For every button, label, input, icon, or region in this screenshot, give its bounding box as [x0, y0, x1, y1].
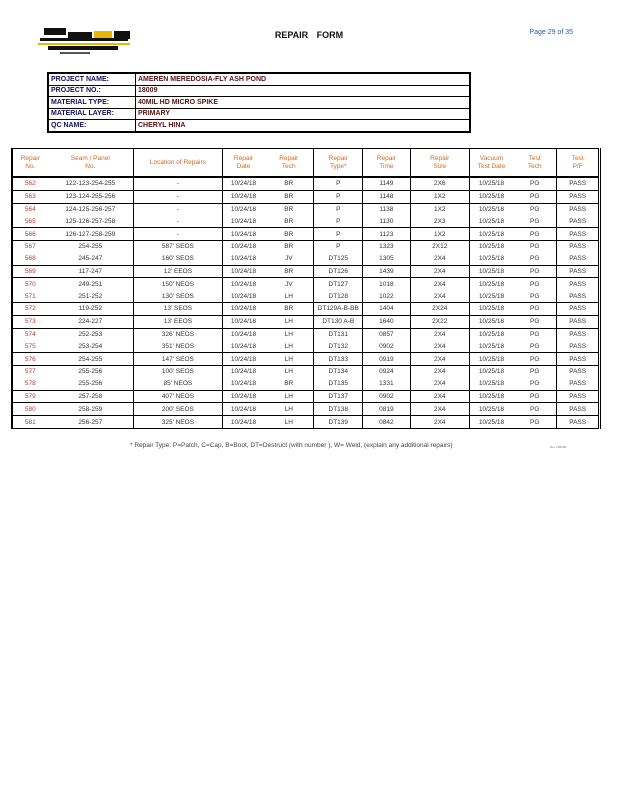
- cell-location: 13' SEOS: [133, 302, 222, 315]
- table-row: [12, 340, 600, 352]
- table-row: [12, 390, 600, 403]
- col-header-repair-type: Repair Type*: [314, 149, 363, 178]
- cell-vacuum-test-date: 10/25/18: [469, 253, 513, 265]
- cell-repair-date: 10/24/18: [230, 368, 257, 376]
- cell-repair-tech: LH: [264, 315, 314, 328]
- cell-repair-date: 10/24/18: [222, 390, 264, 403]
- cell-repair-date: 10/24/18: [222, 302, 264, 315]
- cell-repair-time: 1018: [379, 280, 394, 288]
- cell-vacuum-test-date: 10/25/18: [469, 353, 513, 366]
- cell-seam-panel: 119-252: [48, 302, 134, 315]
- cell-repair-size: 2X4: [410, 353, 469, 366]
- cell-repair-type: DT127: [314, 278, 363, 290]
- cell-repair-time: 0819: [363, 403, 410, 416]
- cell-test-pf: PASS: [557, 353, 600, 366]
- cell-repair-no: 575: [12, 340, 48, 352]
- cell-repair-type: DT134: [314, 365, 363, 377]
- col-header-repair-tech: Repair Tech: [264, 149, 314, 178]
- cell-repair-date: 10/24/18: [222, 215, 264, 227]
- cell-repair-time: 0857: [379, 330, 394, 338]
- cell-repair-time: 1138: [379, 205, 394, 213]
- cell-location: 85' NEOS: [133, 378, 222, 390]
- table-row: [12, 177, 600, 190]
- cell-vacuum-test-date: 10/25/18: [469, 190, 513, 203]
- cell-repair-tech: JV: [284, 280, 293, 288]
- project-info-row: [48, 97, 470, 109]
- cell-repair-date: 10/24/18: [222, 228, 264, 241]
- cell-repair-type: P: [314, 190, 363, 203]
- info-value: AMEREN MEREDOSIA-FLY ASH POND: [136, 73, 471, 85]
- info-label: MATERIAL TYPE:: [48, 97, 136, 109]
- cell-repair-size: 2X4: [410, 290, 469, 302]
- cell-repair-type: DT125: [314, 253, 363, 265]
- project-info-row: [48, 85, 470, 97]
- cell-test-pf: PASS: [557, 302, 600, 315]
- cell-test-pf: PASS: [557, 390, 600, 403]
- cell-location: -: [133, 215, 222, 227]
- cell-repair-no: 564: [24, 205, 36, 213]
- cell-repair-type: P: [314, 203, 363, 215]
- cell-repair-no: 573: [12, 315, 48, 328]
- cell-test-tech: PG: [529, 280, 540, 288]
- cell-seam-panel: 257-258: [48, 390, 134, 403]
- cell-repair-tech: LH: [264, 390, 314, 403]
- cell-vacuum-test-date: 10/25/18: [469, 390, 513, 403]
- cell-seam-panel: 123-124-255-256: [48, 190, 134, 203]
- cell-repair-size: 1X2: [410, 203, 469, 215]
- cell-repair-time: 0842: [363, 416, 410, 429]
- cell-repair-time: 1331: [363, 378, 410, 390]
- cell-repair-tech: JV: [264, 253, 314, 265]
- cell-repair-size: 2X6: [410, 177, 469, 190]
- cell-repair-size: 2X24: [410, 302, 469, 315]
- cell-repair-no: 569: [12, 265, 48, 278]
- cell-test-tech: PG: [513, 315, 557, 328]
- cell-repair-no: 581: [12, 416, 48, 429]
- cell-repair-time: 1123: [363, 228, 410, 241]
- form-title: REPAIR FORM: [274, 30, 344, 40]
- table-row: [12, 416, 600, 429]
- cell-repair-date: 10/24/18: [230, 205, 257, 213]
- table-row: [12, 315, 600, 328]
- cell-repair-size: 2X3: [410, 215, 469, 227]
- cell-test-tech: PG: [513, 253, 557, 265]
- cell-test-pf: PASS: [557, 278, 600, 290]
- table-row: [12, 265, 600, 278]
- cell-repair-date: 10/24/18: [222, 265, 264, 278]
- cell-seam-panel: 126-127-258-259: [48, 228, 134, 241]
- cell-test-tech: PG: [513, 228, 557, 241]
- cell-repair-date: 10/24/18: [222, 315, 264, 328]
- cell-test-tech: PG: [513, 302, 557, 315]
- col-header-repair-no: Repair No.: [12, 149, 48, 178]
- cell-location: 12' EEOS: [133, 265, 222, 278]
- cell-repair-time: 1130: [363, 215, 410, 227]
- cell-test-pf: PASS: [557, 177, 600, 190]
- cell-test-pf: PASS: [557, 203, 600, 215]
- cell-repair-date: 10/24/18: [222, 290, 264, 302]
- cell-repair-time: 1149: [363, 177, 410, 190]
- cell-repair-type: DT139: [314, 416, 363, 429]
- cell-repair-date: 10/24/18: [222, 378, 264, 390]
- cell-seam-panel: 125-126-257-258: [48, 215, 134, 227]
- cell-repair-size: 2X4: [410, 340, 469, 352]
- cell-repair-tech: LH: [284, 330, 293, 338]
- info-label: MATERIAL LAYER:: [48, 108, 136, 120]
- cell-location: 326' NEOS: [133, 328, 222, 340]
- cell-seam-panel: 254-255: [48, 353, 134, 366]
- col-header-repair-date: Repair Date: [222, 149, 264, 178]
- cell-vacuum-test-date: 10/25/18: [478, 368, 505, 376]
- cell-repair-no: 578: [12, 378, 48, 390]
- cell-repair-type: P: [314, 240, 363, 252]
- table-row: [12, 278, 600, 290]
- cell-repair-date: 10/24/18: [222, 403, 264, 416]
- cell-repair-tech: BR: [284, 243, 294, 251]
- cell-vacuum-test-date: 10/25/18: [478, 205, 505, 213]
- cell-repair-no: 571: [12, 290, 48, 302]
- cell-repair-type: DT129A-B-BB: [314, 302, 363, 315]
- cell-seam-panel: 258-259: [48, 403, 134, 416]
- cell-repair-tech: LH: [264, 403, 314, 416]
- cell-repair-time: 0919: [363, 353, 410, 366]
- cell-repair-time: 1404: [363, 302, 410, 315]
- table-row: [12, 203, 600, 215]
- cell-repair-date: 10/24/18: [222, 416, 264, 429]
- col-header-test-pf: Test P/F: [557, 149, 600, 178]
- cell-repair-no: 576: [12, 353, 48, 366]
- cell-seam-panel: 253-254: [48, 340, 134, 352]
- table-row: [12, 328, 600, 340]
- cell-repair-tech: LH: [284, 368, 293, 376]
- cell-repair-type: DT138: [314, 403, 363, 416]
- cell-location: 150' NEOS: [133, 278, 222, 290]
- cell-repair-type: DT130 A-B: [314, 315, 363, 328]
- cell-test-tech: PG: [513, 290, 557, 302]
- cell-location: 100' SEOS: [133, 365, 222, 377]
- cell-repair-time: 1022: [363, 290, 410, 302]
- cell-location: 200' SEOS: [133, 403, 222, 416]
- cell-repair-size: 2X4: [410, 378, 469, 390]
- cell-seam-panel: 255-256: [78, 368, 103, 376]
- project-info-row: [48, 108, 470, 120]
- table-row: [12, 378, 600, 390]
- cell-repair-type: DT135: [314, 378, 363, 390]
- cell-location: -: [133, 190, 222, 203]
- info-value: 40MIL HD MICRO SPIKE: [136, 97, 471, 109]
- cell-test-pf: PASS: [557, 315, 600, 328]
- cell-repair-size: 2X4: [410, 278, 469, 290]
- repairs-table: [11, 148, 601, 429]
- table-row: [12, 240, 600, 252]
- table-row: [12, 365, 600, 377]
- cell-repair-size: 2X12: [410, 240, 469, 252]
- cell-test-tech: PG: [513, 265, 557, 278]
- cell-test-pf: PASS: [557, 228, 600, 241]
- cell-test-tech: PG: [513, 340, 557, 352]
- cell-repair-time: 1439: [363, 265, 410, 278]
- cell-location: -: [133, 203, 222, 215]
- cell-repair-size: 2X4: [410, 390, 469, 403]
- cell-repair-time: 0902: [363, 390, 410, 403]
- cell-test-tech: PG: [513, 353, 557, 366]
- cell-test-tech: PG: [529, 243, 540, 251]
- cell-repair-date: 10/24/18: [222, 177, 264, 190]
- cell-test-pf: PASS: [557, 290, 600, 302]
- cell-repair-size: 2X4: [410, 416, 469, 429]
- cell-test-pf: PASS: [557, 365, 600, 377]
- col-header-vacuum-test-date: Vacuum Test Date: [469, 149, 513, 178]
- info-label: QC NAME:: [48, 120, 136, 132]
- cell-repair-type: DT132: [314, 340, 363, 352]
- cell-test-pf: PASS: [557, 328, 600, 340]
- cell-test-tech: PG: [529, 368, 540, 376]
- cell-repair-no: 562: [12, 177, 48, 190]
- cell-repair-size: 2X4: [410, 365, 469, 377]
- cell-test-tech: PG: [513, 190, 557, 203]
- cell-test-tech: PG: [513, 390, 557, 403]
- table-row: [12, 290, 600, 302]
- cell-repair-size: 2X22: [410, 315, 469, 328]
- cell-repair-type: P: [314, 228, 363, 241]
- cell-vacuum-test-date: 10/25/18: [469, 378, 513, 390]
- cell-repair-size: 1X2: [410, 190, 469, 203]
- cell-location: 160' SEOS: [133, 253, 222, 265]
- cell-location: 130' SEOS: [133, 290, 222, 302]
- cell-seam-panel: 224-227: [48, 315, 134, 328]
- cell-repair-time: 0902: [363, 340, 410, 352]
- col-header-test-tech: Test Tech: [513, 149, 557, 178]
- info-value: PRIMARY: [136, 108, 471, 120]
- cell-repair-type: DT126: [314, 265, 363, 278]
- cell-test-pf: PASS: [557, 253, 600, 265]
- table-row: [12, 253, 600, 265]
- cell-repair-tech: BR: [264, 177, 314, 190]
- cell-test-pf: PASS: [557, 403, 600, 416]
- cell-repair-no: 570: [24, 280, 36, 288]
- cell-test-pf: PASS: [557, 378, 600, 390]
- cell-test-pf: PASS: [557, 340, 600, 352]
- cell-test-tech: PG: [513, 177, 557, 190]
- cell-repair-date: 10/24/18: [222, 190, 264, 203]
- cell-test-tech: PG: [513, 416, 557, 429]
- col-header-repair-time: Repair Time: [363, 149, 410, 178]
- cell-vacuum-test-date: 10/25/18: [478, 243, 505, 251]
- cell-seam-panel: 252-253: [78, 330, 103, 338]
- cell-location: 325' NEOS: [133, 416, 222, 429]
- table-row: [12, 403, 600, 416]
- project-info-table: [47, 72, 471, 133]
- cell-repair-no: 567: [24, 243, 36, 251]
- cell-seam-panel: 254-255: [78, 243, 103, 251]
- cell-repair-no: 574: [24, 330, 36, 338]
- cell-location: 587' SEOS: [133, 240, 222, 252]
- header-row: [12, 149, 600, 178]
- cell-repair-tech: BR: [284, 205, 294, 213]
- cell-test-pf: PASS: [557, 416, 600, 429]
- cell-repair-no: 579: [12, 390, 48, 403]
- cell-location: -: [133, 228, 222, 241]
- revision-label: Rev 100000: [550, 445, 567, 449]
- cell-repair-type: DT131: [314, 328, 363, 340]
- cell-repair-no: 565: [12, 215, 48, 227]
- cell-repair-tech: LH: [264, 340, 314, 352]
- table-row: [12, 353, 600, 366]
- cell-seam-panel: 255-256: [48, 378, 134, 390]
- cell-repair-size: 2X4: [410, 403, 469, 416]
- table-row: [12, 302, 600, 315]
- cell-test-tech: PG: [513, 403, 557, 416]
- info-label: PROJECT NO.:: [48, 85, 136, 97]
- cell-repair-date: 10/24/18: [222, 340, 264, 352]
- cell-repair-size: 1X2: [410, 228, 469, 241]
- cell-repair-no: 563: [12, 190, 48, 203]
- cell-repair-time: 0924: [379, 368, 394, 376]
- cell-repair-tech: BR: [264, 190, 314, 203]
- cell-test-pf: PASS: [557, 190, 600, 203]
- cell-repair-no: 572: [12, 302, 48, 315]
- cell-test-pf: PASS: [557, 215, 600, 227]
- cell-vacuum-test-date: 10/25/18: [469, 290, 513, 302]
- project-info-row: [48, 120, 470, 132]
- cell-location: 13' EEOS: [133, 315, 222, 328]
- cell-location: 407' NEOS: [133, 390, 222, 403]
- cell-vacuum-test-date: 10/25/18: [478, 330, 505, 338]
- cell-test-pf: PASS: [557, 240, 600, 252]
- cell-repair-type: DT128: [314, 290, 363, 302]
- cell-repair-tech: LH: [264, 416, 314, 429]
- cell-vacuum-test-date: 10/25/18: [469, 340, 513, 352]
- cell-repair-type: DT137: [314, 390, 363, 403]
- cell-seam-panel: 117-247: [48, 265, 134, 278]
- cell-repair-tech: BR: [264, 215, 314, 227]
- cell-seam-panel: 122-123-254-255: [48, 177, 134, 190]
- cell-repair-date: 10/24/18: [222, 353, 264, 366]
- table-row: [12, 190, 600, 203]
- cell-repair-time: 1640: [363, 315, 410, 328]
- cell-vacuum-test-date: 10/25/18: [469, 416, 513, 429]
- cell-repair-time: 1323: [379, 243, 394, 251]
- info-value: 18009: [136, 85, 471, 97]
- cell-vacuum-test-date: 10/25/18: [469, 177, 513, 190]
- repair-type-footnote: * Repair Type: P=Patch, C=Cap, B=Boot, DT=Destruct (with number ), W= Weld, (explain any additional repairs): [130, 442, 453, 449]
- cell-vacuum-test-date: 10/25/18: [469, 315, 513, 328]
- cell-vacuum-test-date: 10/25/18: [469, 228, 513, 241]
- cell-seam-panel: 245-247: [48, 253, 134, 265]
- cell-repair-type: P: [314, 177, 363, 190]
- cell-seam-panel: 124-125-256-257: [65, 205, 116, 213]
- project-info-row: [48, 73, 470, 85]
- cell-repair-tech: LH: [264, 290, 314, 302]
- cell-repair-tech: LH: [264, 353, 314, 366]
- cell-test-pf: PASS: [557, 265, 600, 278]
- cell-repair-size: 2X4: [410, 328, 469, 340]
- cell-repair-tech: BR: [264, 302, 314, 315]
- cell-test-tech: PG: [529, 205, 540, 213]
- cell-location: 351' NEOS: [133, 340, 222, 352]
- col-header-location: Location of Repairs: [133, 149, 222, 178]
- col-header-repair-size: Repair Size: [410, 149, 469, 178]
- cell-repair-date: 10/24/18: [222, 253, 264, 265]
- cell-repair-date: 10/24/18: [230, 330, 257, 338]
- cell-location: 147' SEOS: [133, 353, 222, 366]
- cell-seam-panel: 249-251: [78, 280, 103, 288]
- cell-repair-time: 1148: [363, 190, 410, 203]
- cell-repair-tech: BR: [264, 265, 314, 278]
- cell-repair-type: DT133: [314, 353, 363, 366]
- cell-repair-size: 2X4: [410, 265, 469, 278]
- cell-repair-type: P: [314, 215, 363, 227]
- cell-repair-no: 568: [12, 253, 48, 265]
- cell-repair-tech: BR: [264, 378, 314, 390]
- cell-vacuum-test-date: 10/25/18: [469, 215, 513, 227]
- cell-repair-date: 10/24/18: [230, 243, 257, 251]
- page-number: Page 29 of 35: [529, 29, 573, 36]
- cell-vacuum-test-date: 10/25/18: [469, 302, 513, 315]
- cell-repair-date: 10/24/18: [230, 280, 257, 288]
- cell-test-tech: PG: [513, 215, 557, 227]
- cell-seam-panel: 256-257: [48, 416, 134, 429]
- cell-repair-no: 577: [24, 368, 36, 376]
- cell-location: -: [133, 177, 222, 190]
- cell-repair-no: 566: [12, 228, 48, 241]
- table-row: [12, 228, 600, 241]
- cell-vacuum-test-date: 10/25/18: [478, 280, 505, 288]
- col-header-seam-panel: Seam / Panel No.: [48, 149, 134, 178]
- cell-repair-tech: BR: [264, 228, 314, 241]
- cell-seam-panel: 251-252: [48, 290, 134, 302]
- cell-vacuum-test-date: 10/25/18: [469, 403, 513, 416]
- cell-test-tech: PG: [529, 330, 540, 338]
- table-row: [12, 215, 600, 227]
- info-value: CHERYL HINA: [136, 120, 471, 132]
- cell-repair-time: 1305: [363, 253, 410, 265]
- cell-vacuum-test-date: 10/25/18: [469, 265, 513, 278]
- cell-repair-size: 2X4: [410, 253, 469, 265]
- cell-test-tech: PG: [513, 378, 557, 390]
- cell-repair-no: 580: [12, 403, 48, 416]
- info-label: PROJECT NAME:: [48, 73, 136, 85]
